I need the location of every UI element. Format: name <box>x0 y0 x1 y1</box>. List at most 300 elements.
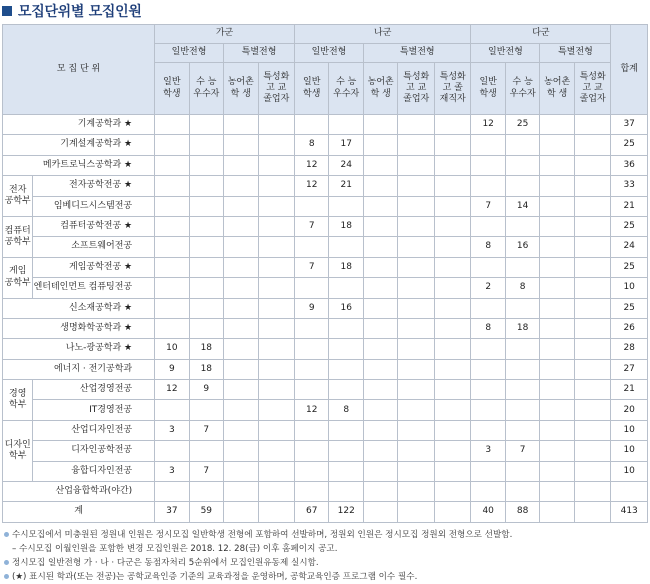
value-cell <box>155 176 189 196</box>
table-row <box>3 155 648 175</box>
value-cell: 18 <box>329 216 363 236</box>
value-cell <box>224 482 258 502</box>
table-row <box>3 482 648 502</box>
table-row <box>3 461 648 481</box>
table-row <box>3 278 648 298</box>
value-cell: 7 <box>295 257 329 277</box>
program-name: 생명화학공학과 ★ <box>3 318 155 338</box>
program-name: 소프트웨어전공 <box>33 237 155 257</box>
value-cell <box>471 135 505 155</box>
value-cell: 27 <box>611 359 648 379</box>
value-cell <box>574 216 611 236</box>
value-cell: 7 <box>505 441 539 461</box>
value-cell <box>295 115 329 135</box>
value-cell <box>155 400 189 420</box>
value-cell <box>329 380 363 400</box>
value-cell <box>574 115 611 135</box>
value-cell: 16 <box>329 298 363 318</box>
value-cell <box>574 176 611 196</box>
title-text: 모집단위별 모집인원 <box>18 4 142 20</box>
value-cell <box>295 339 329 359</box>
sum-value: 40 <box>471 502 505 522</box>
value-cell: 8 <box>329 400 363 420</box>
program-name: 나노-광공학과 ★ <box>3 339 155 359</box>
value-cell <box>398 237 435 257</box>
value-cell <box>258 380 295 400</box>
value-cell <box>471 298 505 318</box>
value-cell <box>574 278 611 298</box>
value-cell <box>398 135 435 155</box>
value-cell <box>155 237 189 257</box>
header-special: 특별전형 <box>224 44 295 63</box>
sum-value: 413 <box>611 502 648 522</box>
value-cell <box>434 298 471 318</box>
value-cell: 10 <box>611 461 648 481</box>
value-cell <box>155 115 189 135</box>
value-cell <box>363 196 397 216</box>
value-cell: 8 <box>471 237 505 257</box>
value-cell <box>258 461 295 481</box>
value-cell <box>471 482 505 502</box>
value-cell <box>155 257 189 277</box>
header-general: 일반전형 <box>471 44 540 63</box>
table-row <box>3 441 648 461</box>
value-cell <box>398 359 435 379</box>
value-cell <box>471 461 505 481</box>
value-cell <box>398 420 435 440</box>
value-cell <box>224 155 258 175</box>
value-cell <box>329 318 363 338</box>
sum-value: 122 <box>329 502 363 522</box>
header-total: 합계 <box>611 25 648 115</box>
note-item: (★) 표시된 학과(또는 전공)는 공학교육인증 기준의 교육과정을 운영하며, 공학교육인증 프로그램 이수 필수. <box>4 570 646 584</box>
value-cell <box>505 359 539 379</box>
value-cell <box>189 441 223 461</box>
value-cell <box>258 420 295 440</box>
value-cell <box>540 461 574 481</box>
program-name: 산업경영전공 <box>33 380 155 400</box>
value-cell <box>398 216 435 236</box>
value-cell <box>434 257 471 277</box>
value-cell: 18 <box>329 257 363 277</box>
value-cell: 25 <box>611 298 648 318</box>
header-general: 일반전형 <box>295 44 364 63</box>
value-cell <box>258 176 295 196</box>
table-row <box>3 176 648 196</box>
group-cell: 전자 공학부 <box>3 176 33 217</box>
value-cell <box>434 400 471 420</box>
table-row <box>3 420 648 440</box>
header-col: 농어촌 학 생 <box>363 63 397 115</box>
program-name: 임베디드시스템전공 <box>33 196 155 216</box>
value-cell <box>258 441 295 461</box>
value-cell <box>540 359 574 379</box>
value-cell <box>258 359 295 379</box>
value-cell <box>363 400 397 420</box>
sum-value: 37 <box>155 502 189 522</box>
value-cell <box>574 420 611 440</box>
value-cell <box>329 339 363 359</box>
header-group-na: 나군 <box>295 25 471 44</box>
header-col: 수 능 우수자 <box>505 63 539 115</box>
value-cell <box>540 237 574 257</box>
value-cell <box>540 298 574 318</box>
value-cell <box>258 318 295 338</box>
table-row <box>3 339 648 359</box>
value-cell <box>224 216 258 236</box>
value-cell <box>189 278 223 298</box>
value-cell <box>574 461 611 481</box>
group-cell: 게임 공학부 <box>3 257 33 298</box>
value-cell <box>434 155 471 175</box>
value-cell <box>189 216 223 236</box>
value-cell <box>434 216 471 236</box>
value-cell <box>540 216 574 236</box>
value-cell <box>398 441 435 461</box>
sum-value <box>398 502 435 522</box>
program-name: 컴퓨터공학전공 ★ <box>33 216 155 236</box>
value-cell: 21 <box>611 196 648 216</box>
value-cell <box>295 196 329 216</box>
table-row <box>3 135 648 155</box>
value-cell: 25 <box>505 115 539 135</box>
value-cell <box>398 176 435 196</box>
value-cell: 12 <box>295 400 329 420</box>
value-cell <box>574 318 611 338</box>
value-cell: 7 <box>189 461 223 481</box>
header-unit: 모 집 단 위 <box>3 25 155 115</box>
value-cell <box>224 115 258 135</box>
program-name: 융합디자인전공 <box>33 461 155 481</box>
value-cell <box>540 176 574 196</box>
value-cell <box>434 278 471 298</box>
value-cell <box>540 115 574 135</box>
value-cell <box>155 278 189 298</box>
value-cell: 10 <box>611 420 648 440</box>
note-item: – 수시모집 이월인원을 포함한 변경 모집인원은 2018. 12. 28(금) 이후 홈페이지 공고. <box>12 544 338 554</box>
value-cell <box>574 237 611 257</box>
value-cell <box>155 482 189 502</box>
admission-table <box>2 24 648 523</box>
value-cell <box>295 461 329 481</box>
value-cell: 7 <box>471 196 505 216</box>
value-cell <box>295 482 329 502</box>
value-cell <box>224 196 258 216</box>
value-cell <box>505 380 539 400</box>
value-cell <box>574 155 611 175</box>
header-group-da: 다군 <box>471 25 611 44</box>
value-cell <box>540 339 574 359</box>
value-cell <box>434 359 471 379</box>
value-cell <box>258 257 295 277</box>
value-cell: 8 <box>295 135 329 155</box>
table-row <box>3 216 648 236</box>
note-item: 수시모집에서 미충원된 정원내 인원은 정시모집 일반학생 전형에 포함하여 선발하며, 정원외 인원은 정시모집 정원외 전형으로 선발함. <box>4 528 646 542</box>
value-cell <box>363 216 397 236</box>
sum-value: 88 <box>505 502 539 522</box>
value-cell <box>471 359 505 379</box>
value-cell: 37 <box>611 115 648 135</box>
value-cell <box>434 339 471 359</box>
value-cell <box>434 176 471 196</box>
value-cell <box>258 237 295 257</box>
program-name: 산업융합학과(야간) <box>3 482 155 502</box>
value-cell <box>258 400 295 420</box>
value-cell: 8 <box>505 278 539 298</box>
note-item: 정시모집 일반전형 가 · 나 · 다군은 동점자처리 5순위에서 모집인원유동제 실시함. <box>4 556 646 570</box>
value-cell: 21 <box>611 380 648 400</box>
header-col: 특성화 고 교 졸업자 <box>258 63 295 115</box>
value-cell <box>155 318 189 338</box>
value-cell: 18 <box>189 339 223 359</box>
value-cell: 25 <box>611 216 648 236</box>
sum-value: 59 <box>189 502 223 522</box>
program-name: 엔터테인먼트 컴퓨팅전공 <box>33 278 155 298</box>
value-cell <box>505 482 539 502</box>
value-cell: 12 <box>295 176 329 196</box>
value-cell <box>363 135 397 155</box>
notes <box>4 528 646 584</box>
program-name: 디자인공학전공 <box>33 441 155 461</box>
value-cell <box>574 482 611 502</box>
value-cell <box>398 339 435 359</box>
value-cell <box>471 339 505 359</box>
header-col: 특성화 고 졸 재직자 <box>434 63 471 115</box>
value-cell <box>574 359 611 379</box>
page-title <box>2 1 142 21</box>
value-cell <box>258 298 295 318</box>
table-row <box>3 257 648 277</box>
value-cell <box>329 461 363 481</box>
value-cell <box>224 176 258 196</box>
value-cell: 3 <box>155 461 189 481</box>
sum-value <box>540 502 574 522</box>
sum-value <box>258 502 295 522</box>
value-cell: 7 <box>295 216 329 236</box>
value-cell <box>434 441 471 461</box>
value-cell: 18 <box>505 318 539 338</box>
value-cell: 17 <box>329 135 363 155</box>
table-row <box>3 359 648 379</box>
value-cell <box>363 115 397 135</box>
group-cell: 디자인 학부 <box>3 420 33 481</box>
value-cell: 12 <box>471 115 505 135</box>
value-cell <box>224 135 258 155</box>
value-cell <box>295 380 329 400</box>
value-cell <box>224 359 258 379</box>
value-cell <box>258 155 295 175</box>
value-cell <box>258 216 295 236</box>
value-cell: 25 <box>611 257 648 277</box>
value-cell <box>540 441 574 461</box>
table-row <box>3 400 648 420</box>
value-cell <box>574 257 611 277</box>
value-cell <box>574 441 611 461</box>
value-cell: 14 <box>505 196 539 216</box>
value-cell <box>574 298 611 318</box>
value-cell: 28 <box>611 339 648 359</box>
value-cell <box>471 400 505 420</box>
header-col: 특성화 고 교 졸업자 <box>398 63 435 115</box>
value-cell: 25 <box>611 135 648 155</box>
value-cell <box>471 216 505 236</box>
value-cell <box>224 298 258 318</box>
value-cell <box>434 318 471 338</box>
value-cell <box>189 318 223 338</box>
value-cell <box>471 176 505 196</box>
value-cell <box>258 115 295 135</box>
value-cell <box>329 441 363 461</box>
value-cell <box>505 176 539 196</box>
value-cell <box>189 155 223 175</box>
value-cell <box>363 420 397 440</box>
value-cell <box>434 115 471 135</box>
value-cell <box>363 278 397 298</box>
value-cell <box>611 482 648 502</box>
header-col: 수 능 우수자 <box>189 63 223 115</box>
value-cell <box>224 441 258 461</box>
value-cell <box>434 420 471 440</box>
value-cell <box>363 176 397 196</box>
sum-value <box>434 502 471 522</box>
header-col: 일반 학생 <box>295 63 329 115</box>
program-name: 기계공학과 ★ <box>3 115 155 135</box>
value-cell <box>540 380 574 400</box>
table-body <box>3 115 648 523</box>
value-cell <box>189 176 223 196</box>
value-cell <box>258 278 295 298</box>
group-cell: 컴퓨터 공학부 <box>3 216 33 257</box>
table-row <box>3 318 648 338</box>
value-cell: 26 <box>611 318 648 338</box>
value-cell <box>505 339 539 359</box>
value-cell <box>295 420 329 440</box>
value-cell: 2 <box>471 278 505 298</box>
value-cell <box>224 461 258 481</box>
value-cell <box>363 318 397 338</box>
value-cell <box>398 461 435 481</box>
table-row <box>3 298 648 318</box>
value-cell <box>540 420 574 440</box>
program-name: 기계설계공학과 ★ <box>3 135 155 155</box>
bullet-icon <box>4 560 9 565</box>
group-cell: 경영 학부 <box>3 380 33 421</box>
value-cell <box>398 482 435 502</box>
value-cell <box>189 257 223 277</box>
header-col: 특성화 고 교 졸업자 <box>574 63 611 115</box>
value-cell: 16 <box>505 237 539 257</box>
value-cell <box>574 196 611 216</box>
value-cell <box>189 115 223 135</box>
value-cell <box>505 461 539 481</box>
value-cell: 21 <box>329 176 363 196</box>
value-cell <box>189 400 223 420</box>
value-cell <box>189 237 223 257</box>
bullet-icon <box>4 574 9 579</box>
value-cell <box>540 135 574 155</box>
program-name: 메카트로닉스공학과 ★ <box>3 155 155 175</box>
value-cell <box>329 420 363 440</box>
value-cell <box>224 237 258 257</box>
value-cell <box>155 155 189 175</box>
value-cell <box>574 339 611 359</box>
sum-value <box>224 502 258 522</box>
value-cell <box>434 196 471 216</box>
value-cell: 10 <box>155 339 189 359</box>
value-cell <box>329 278 363 298</box>
value-cell <box>471 420 505 440</box>
header-general: 일반전형 <box>155 44 224 63</box>
value-cell <box>155 216 189 236</box>
header-special: 특별전형 <box>540 44 611 63</box>
table-row <box>3 237 648 257</box>
value-cell <box>363 339 397 359</box>
value-cell <box>363 461 397 481</box>
value-cell <box>398 155 435 175</box>
value-cell <box>398 400 435 420</box>
program-name: 전자공학전공 ★ <box>33 176 155 196</box>
value-cell <box>189 196 223 216</box>
value-cell <box>189 298 223 318</box>
program-name: 신소재공학과 ★ <box>3 298 155 318</box>
value-cell <box>363 155 397 175</box>
value-cell <box>155 298 189 318</box>
value-cell: 12 <box>155 380 189 400</box>
value-cell <box>224 420 258 440</box>
value-cell: 3 <box>471 441 505 461</box>
sum-row <box>3 502 648 522</box>
value-cell: 8 <box>471 318 505 338</box>
value-cell: 24 <box>611 237 648 257</box>
value-cell <box>540 278 574 298</box>
value-cell <box>363 482 397 502</box>
value-cell <box>471 155 505 175</box>
value-cell <box>295 441 329 461</box>
program-name: 에너지 · 전기공학과 <box>3 359 155 379</box>
header-col: 일반 학생 <box>471 63 505 115</box>
value-cell <box>224 318 258 338</box>
value-cell <box>505 400 539 420</box>
value-cell <box>295 278 329 298</box>
header-col: 일반 학생 <box>155 63 189 115</box>
title-square-icon <box>2 6 12 16</box>
value-cell <box>224 400 258 420</box>
value-cell: 18 <box>189 359 223 379</box>
value-cell <box>258 135 295 155</box>
value-cell <box>329 196 363 216</box>
value-cell <box>505 298 539 318</box>
value-cell <box>363 359 397 379</box>
sum-value: 67 <box>295 502 329 522</box>
value-cell <box>540 482 574 502</box>
value-cell <box>434 461 471 481</box>
value-cell: 12 <box>295 155 329 175</box>
value-cell: 24 <box>329 155 363 175</box>
bullet-icon <box>4 532 9 537</box>
header-col: 농어촌 학 생 <box>540 63 574 115</box>
table-row <box>3 380 648 400</box>
value-cell: 33 <box>611 176 648 196</box>
value-cell <box>471 257 505 277</box>
value-cell <box>398 196 435 216</box>
value-cell: 10 <box>611 278 648 298</box>
header-col: 수 능 우수자 <box>329 63 363 115</box>
value-cell <box>505 420 539 440</box>
value-cell <box>363 441 397 461</box>
value-cell: 9 <box>155 359 189 379</box>
value-cell <box>540 400 574 420</box>
sum-label: 계 <box>3 502 155 522</box>
